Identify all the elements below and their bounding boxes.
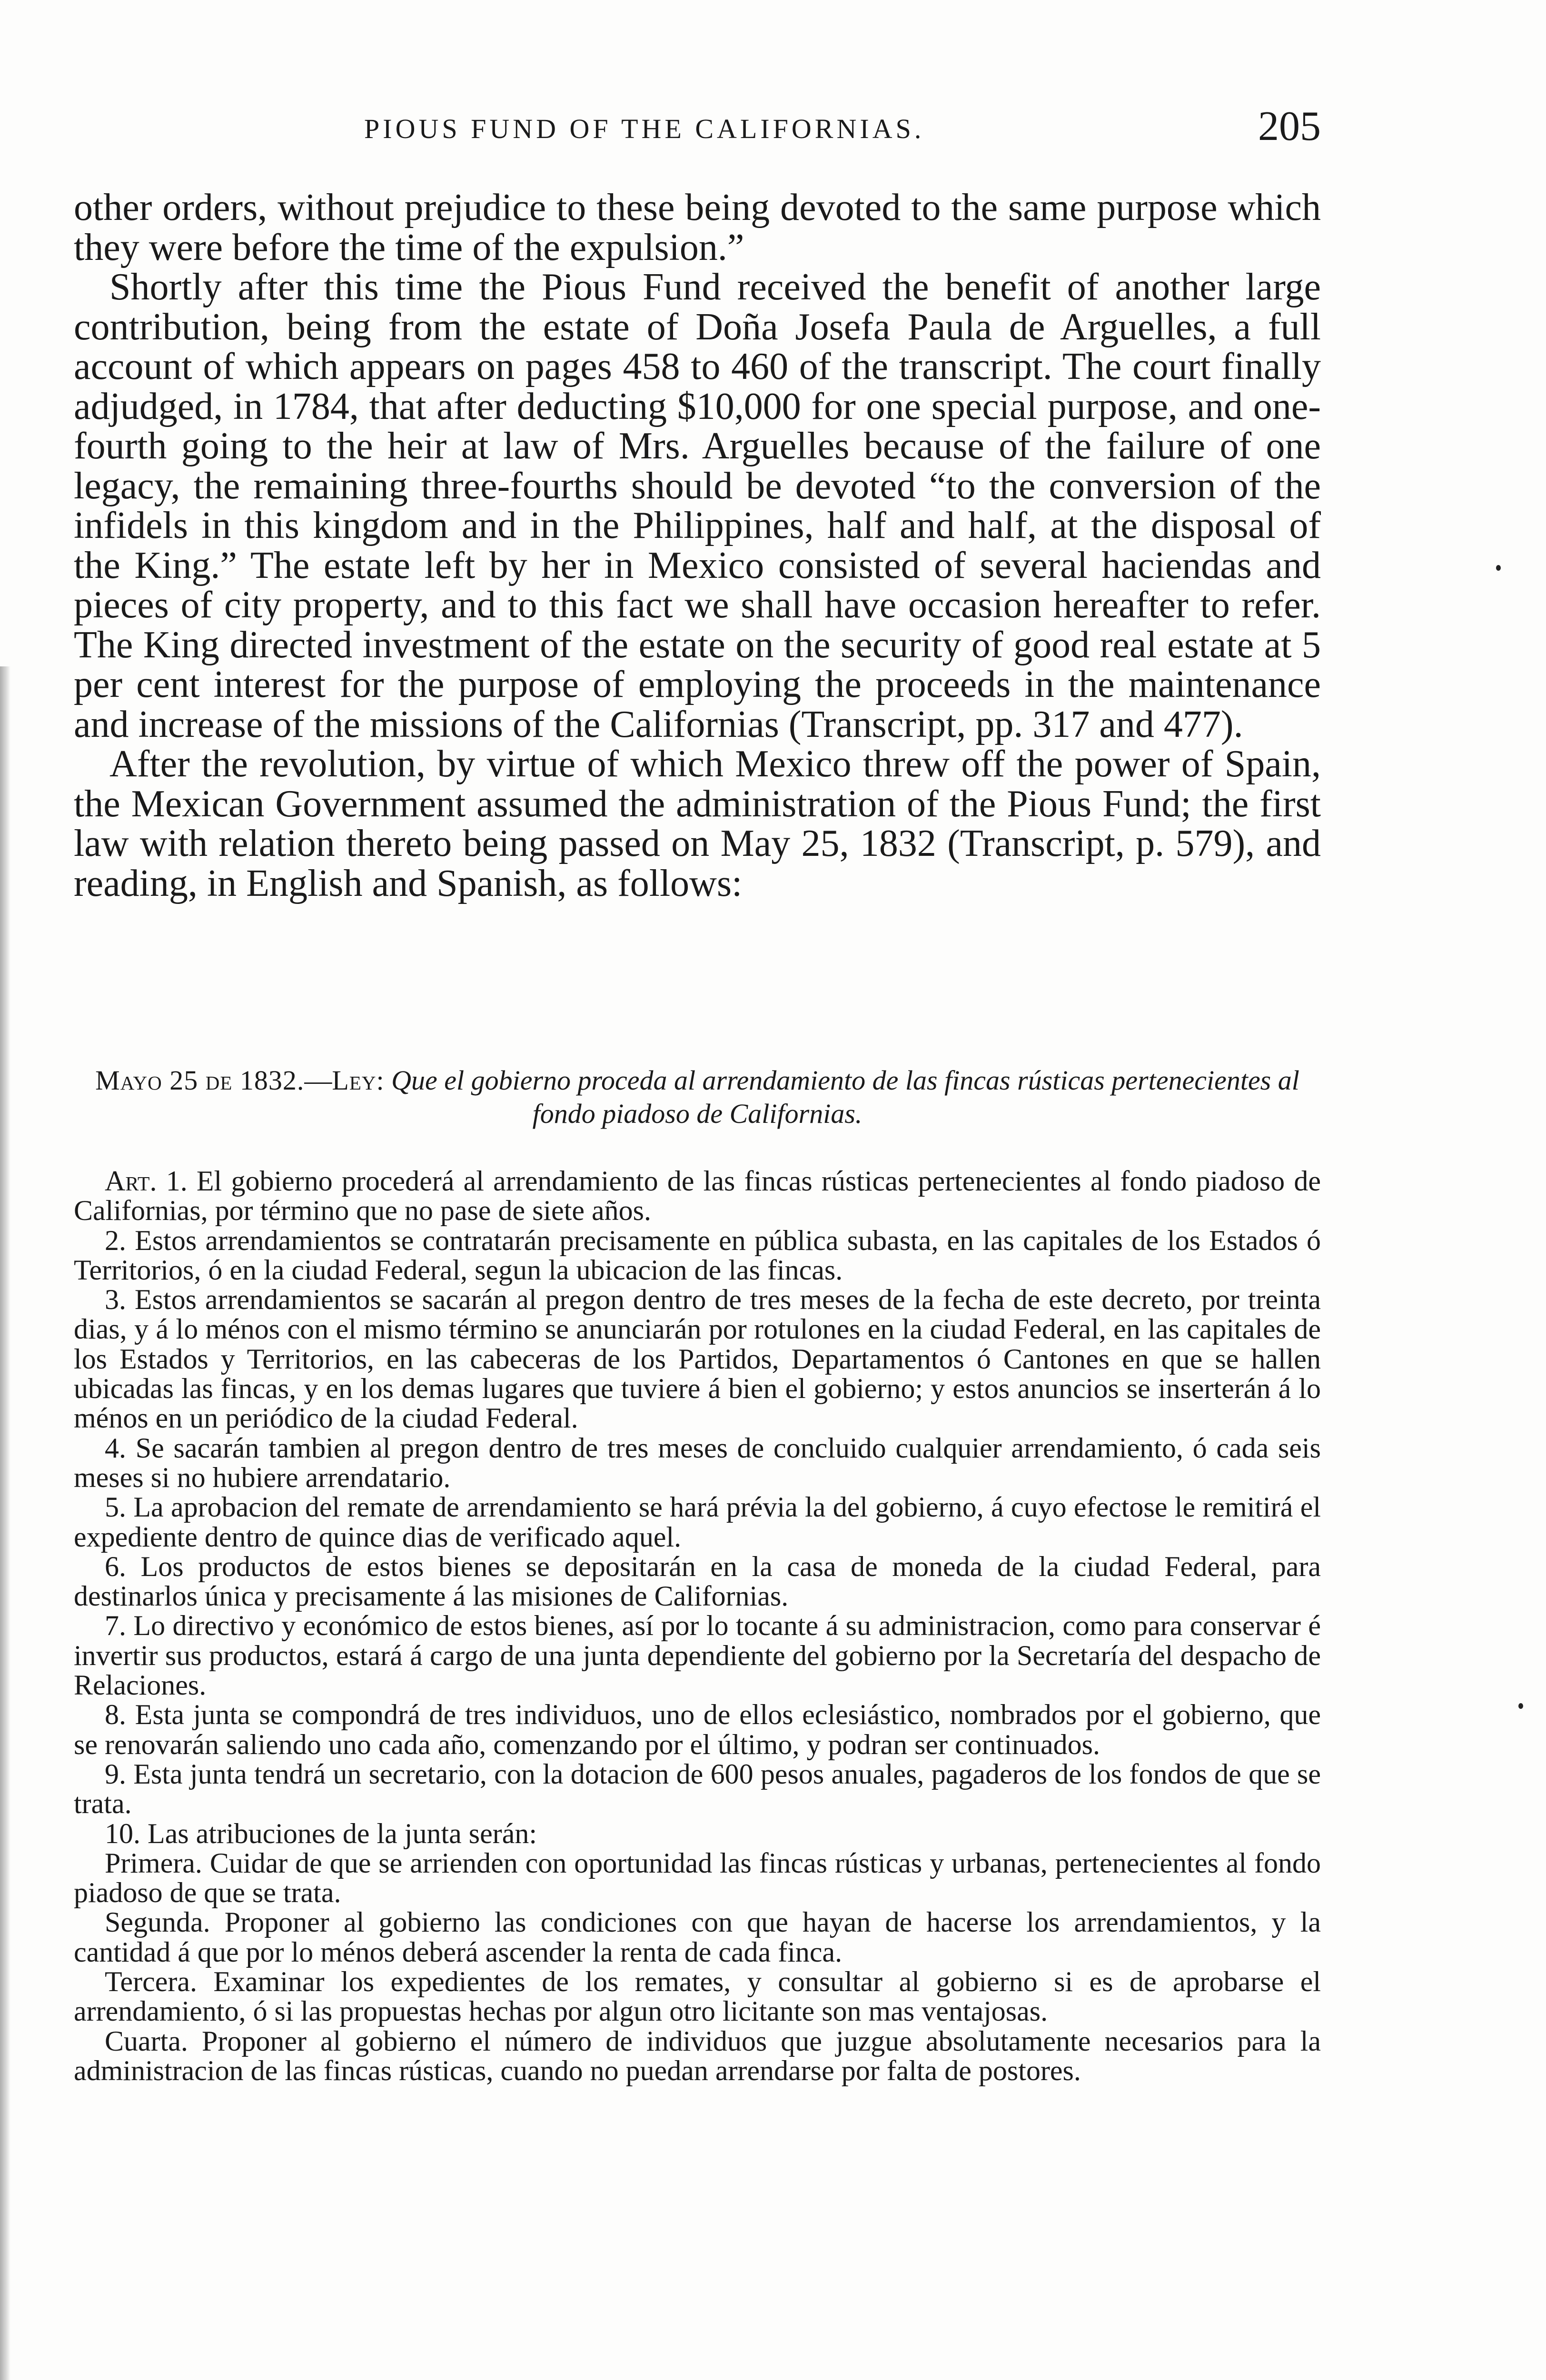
article-paragraph: 7. Lo directivo y económico de estos bienes, así por lo tocante á su administracion, como para conservar é invertir sus productos, estará á cargo de una junta dependiente del gobierno por la Secretaría del despacho de Relaciones. — [74, 1610, 1321, 1701]
page-number: 205 — [1258, 103, 1321, 149]
scan-binding-shadow — [0, 666, 10, 2380]
article-text: 1. El gobierno procederá al arrendamiento de las fincas rústicas pertenecientes al fondo piadoso de Californias, por término que no pase de siete años. — [74, 1165, 1321, 1227]
article-paragraph — [74, 1166, 1321, 1226]
decree-title: Que el gobierno proceda al arrendamiento de las fincas rústicas pertenecientes al fondo piadoso de Californias. — [391, 1065, 1299, 1129]
article-label: Art. — [105, 1165, 157, 1197]
article-paragraph: 6. Los productos de estos bienes se depositarán en la casa de moneda de la ciudad Federal, para destinarlos única y precisamente á las misiones de Californias. — [74, 1550, 1321, 1612]
body-paragraph: After the revolution, by virtue of which Mexico threw off the power of Spain, the Mexican Government assumed the administration of the Pious Fund; the first law with relation thereto being passed on May 25, 1832 (Transcript, p. 579), and reading, in English and Spanish, as follows: — [74, 743, 1321, 904]
decree-ley-label: Ley: — [332, 1065, 385, 1096]
body-paragraph: Shortly after this time the Pious Fund received the benefit of another large contribution, being from the estate of Doña Josefa Paula de Arguelles, a full account of which appears on pages 458 to 460 of the transcript. The court finally adjudged, in 1784, that after deducting $10,000 for one special purpose, and one-fourth going to the heir at law of Mrs. Arguelles because of the failure of one legacy, the remaining three-fourths should be devoted “to the conversion of the infidels in this kingdom and in the Philippines, half and half, at the disposal of the King.” The estate left by her in Mexico consisted of several haciendas and pieces of city property, and to this fact we shall have occasion hereafter to refer. The King directed investment of the estate on the security of good real estate at 5 per cent interest for the purpose of employing the proceeds in the maintenance and increase of the missions of the Californias (Transcript, pp. 317 and 477). — [74, 266, 1321, 745]
article-paragraph: 3. Estos arrendamientos se sacarán al pregon dentro de tres meses de la fecha de este decreto, por treinta dias, y á lo ménos con el mismo término se anunciarán por rotulones en la ciudad Federal, en las capitales de los Estados y Territorios, en las cabeceras de los Partidos, Departamentos ó Cantones en que se hallen ubicadas las fincas, y en los demas lugares que tuviere á bien el gobierno; y estos anuncios se inserterán á lo ménos en un periódico de la ciudad Federal. — [74, 1284, 1321, 1434]
decree-articles — [74, 1166, 1321, 2085]
article-paragraph: 4. Se sacarán tambien al pregon dentro de tres meses de concluido cualquier arrendamiento, ó cada seis meses si no hubiere arrendatario. — [74, 1432, 1321, 1493]
scan-speck — [1496, 565, 1501, 571]
article-paragraph: 8. Esta junta se compondrá de tres individuos, uno de ellos eclesiástico, nombrados por el gobierno, que se renovarán saliendo uno cada año, comenzando por el último, y podran ser continuados. — [74, 1699, 1321, 1760]
decree-dash: — — [304, 1065, 332, 1096]
decree-heading — [74, 1064, 1321, 1130]
article-paragraph: Cuarta. Proponer al gobierno el número de individuos que juzgue absolutamente necesarios para la administracion de las fincas rústicas, cuando no puedan arrendarse por falta de postores. — [74, 2025, 1321, 2086]
running-head — [74, 102, 1321, 155]
body-paragraph: other orders, without prejudice to these being devoted to the same purpose which they were before the time of the expulsion.” — [74, 187, 1321, 268]
article-paragraph: Segunda. Proponer al gobierno las condiciones con que hayan de hacerse los arrendamientos, y la cantidad á que por lo ménos deberá ascender la renta de cada finca. — [74, 1906, 1321, 1968]
article-paragraph: 10. Las atribuciones de la junta serán: — [105, 1817, 537, 1849]
body-text — [74, 188, 1321, 903]
article-paragraph: Tercera. Examinar los expedientes de los remates, y consultar al gobierno si es de aprobarse el arrendamiento, ó si las propuestas hechas por algun otro licitante son mas ventajosas. — [74, 1966, 1321, 2027]
scan-speck — [1518, 1703, 1523, 1709]
article-paragraph: 5. La aprobacion del remate de arrendamiento se hará prévia la del gobierno, á cuyo efectose le remitirá el expediente dentro de quince dias de verificado aquel. — [74, 1491, 1321, 1553]
decree-date: Mayo 25 de 1832. — [95, 1065, 305, 1096]
running-title: PIOUS FUND OF THE CALIFORNIAS. — [364, 113, 925, 144]
article-paragraph: Primera. Cuidar de que se arrienden con oportunidad las fincas rústicas y urbanas, pertenecientes al fondo piadoso de que se trata. — [74, 1847, 1321, 1909]
article-paragraph: 2. Estos arrendamientos se contratarán precisamente en pública subasta, en las capitales de los Estados ó Territorios, ó en la ciudad Federal, segun la ubicacion de las fincas. — [74, 1224, 1321, 1286]
decree-section — [74, 1064, 1321, 2085]
article-paragraph: 9. Esta junta tendrá un secretario, con la dotacion de 600 pesos anuales, pagaderos de los fondos de que se trata. — [74, 1758, 1321, 1820]
